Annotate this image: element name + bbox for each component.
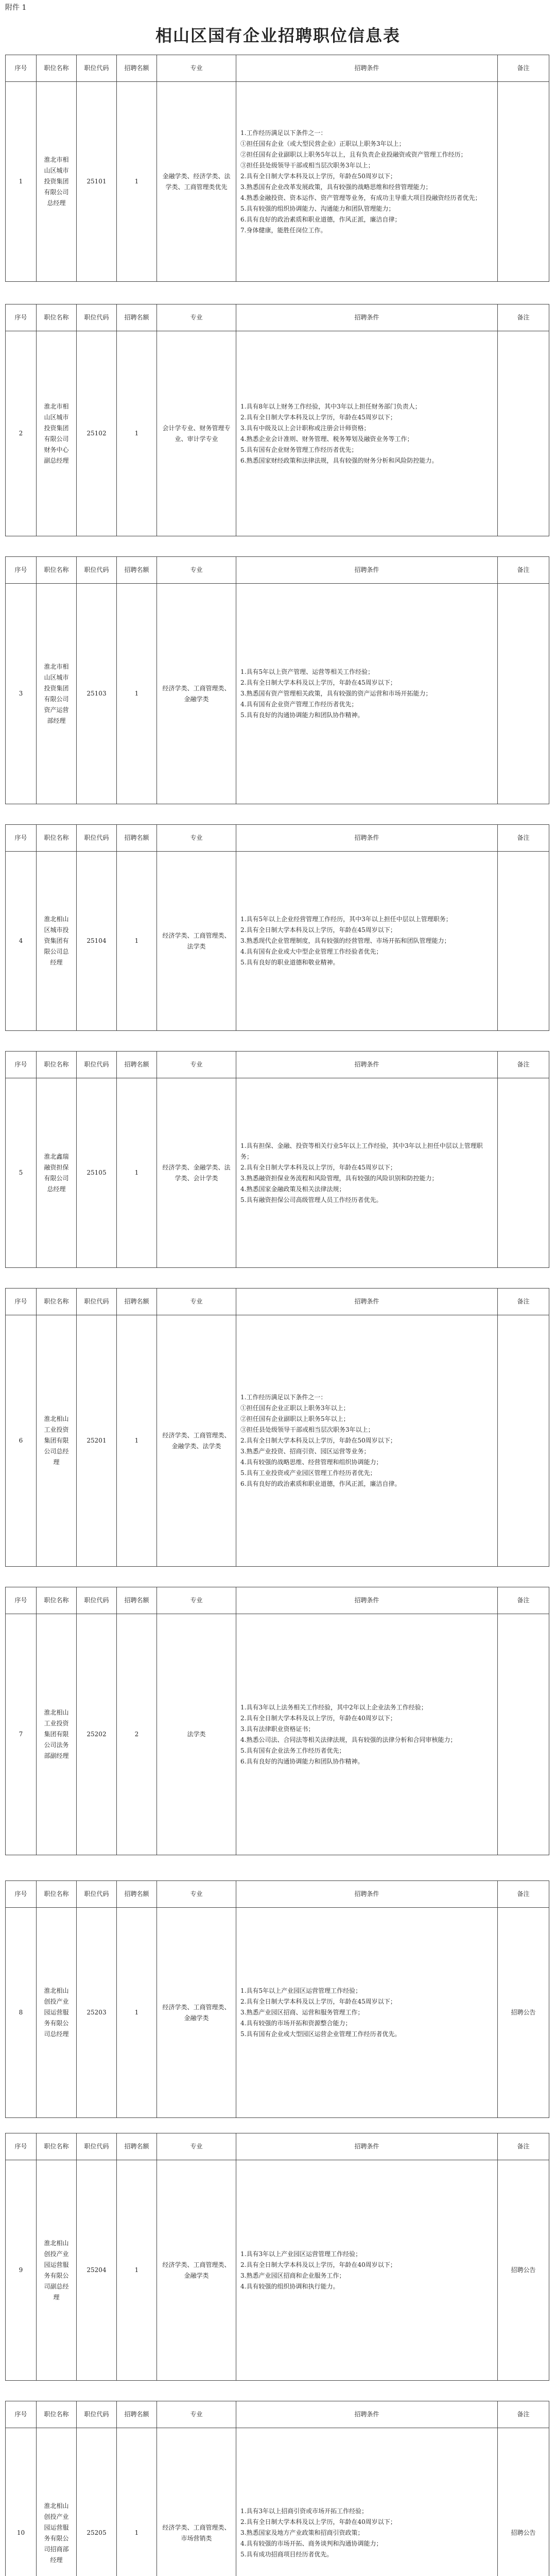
header-req: 招聘条件	[236, 557, 498, 584]
requirement-line: 5.具有国有企业或大型园区运营企业管理工作经历者优先。	[240, 2030, 401, 2038]
table-row	[6, 82, 549, 282]
cell-major: 经济学类、工商管理类、金融学类、法学类	[157, 1315, 236, 1567]
requirement-line: 5.具有国有企业财务管理工作经历者优先；	[240, 446, 358, 453]
requirement-line: 3.熟悉国有资产管理相关政策，具有较强的资产运营和市场开拓能力；	[240, 690, 432, 697]
requirement-line: 2.具有全日制大学本科及以上学历，年龄在50周岁以下；	[240, 1437, 396, 1444]
header-seq: 序号	[6, 1289, 37, 1315]
requirement-line: 3.熟悉现代企业管理制度，具有较强的经营管理、市场开拓和团队管理能力；	[240, 937, 450, 944]
requirement-line: 2.具有全日制大学本科及以上学历，年龄在50周岁以下；	[240, 172, 396, 180]
header-code: 职位代码	[77, 55, 117, 82]
job-table	[5, 2401, 549, 2576]
header-count: 招聘名额	[117, 2401, 157, 2428]
header-code: 职位代码	[77, 1881, 117, 1908]
header-seq: 序号	[6, 1052, 37, 1078]
requirement-line: 2.具有全日制大学本科及以上学历，年龄在45周岁以下；	[240, 926, 396, 934]
cell-count: 1	[117, 1908, 157, 2118]
cell-major: 经济学类、工商管理类、金融学类	[157, 584, 236, 804]
job-table	[5, 1051, 549, 1268]
header-note: 备注	[498, 304, 549, 331]
requirement-line: 2.具有全日制大学本科及以上学历，年龄在45周岁以下；	[240, 413, 396, 421]
cell-major: 经济学类、工商管理类、金融学类	[157, 1908, 236, 2118]
header-name: 职位名称	[37, 55, 77, 82]
cell-major: 经济学类、工商管理类、市场营销类	[157, 2428, 236, 2576]
header-count: 招聘名额	[117, 1289, 157, 1315]
table-row	[6, 584, 549, 804]
cell-requirements	[236, 852, 498, 1031]
cell-name: 淮北相山创投产业园运营服务有限公司副总经理	[37, 2160, 77, 2381]
header-major: 专业	[157, 2401, 236, 2428]
requirement-line: 1.具有3年以上招商引资或市场开拓工作经验；	[240, 2507, 368, 2515]
header-major: 专业	[157, 304, 236, 331]
requirement-line: ①担任国有企业（或大型民营企业）正职以上职务3年以上；	[240, 140, 405, 147]
header-name: 职位名称	[37, 1587, 77, 1614]
table-row	[6, 1614, 549, 1855]
cell-count: 2	[117, 1614, 157, 1855]
requirement-line: 4.具有较强的市场开拓、商务谈判和沟通协调能力；	[240, 2540, 383, 2547]
cell-note: 招聘公告	[498, 2428, 549, 2576]
header-seq: 序号	[6, 304, 37, 331]
table-header-row	[6, 557, 549, 584]
header-note: 备注	[498, 1289, 549, 1315]
header-seq: 序号	[6, 557, 37, 584]
cell-count: 1	[117, 82, 157, 282]
cell-note: 招聘公告	[498, 2160, 549, 2381]
header-count: 招聘名额	[117, 55, 157, 82]
requirement-line: 3.具有中级及以上会计职称或注册会计师资格；	[240, 424, 370, 432]
job-table	[5, 1288, 549, 1567]
cell-note	[498, 1078, 549, 1268]
requirement-line: ①担任国有企业正职以上职务3年以上；	[240, 1404, 350, 1412]
header-note: 备注	[498, 557, 549, 584]
job-table	[5, 1587, 549, 1855]
header-code: 职位代码	[77, 2133, 117, 2160]
requirement-line: 2.具有全日制大学本科及以上学历，年龄在40周岁以下；	[240, 2518, 396, 2526]
cell-seq: 4	[6, 852, 37, 1031]
table-header-row	[6, 55, 549, 82]
cell-code: 25204	[77, 2160, 117, 2381]
table-header-row	[6, 2401, 549, 2428]
cell-name: 淮北市相山区城市投资集团有限公司总经理	[37, 82, 77, 282]
requirement-line: 4.熟悉公司法、合同法等相关法律法规，具有较强的法律分析和合同审核能力；	[240, 1736, 457, 1743]
requirement-line: 4.具有国有企业资产管理工作经历者优先；	[240, 701, 358, 708]
header-code: 职位代码	[77, 304, 117, 331]
requirement-line: ③担任县处级领导干部或相当层次职务3年以上；	[240, 161, 374, 169]
header-major: 专业	[157, 1881, 236, 1908]
page-title: 相山区国有企业招聘职位信息表	[155, 26, 401, 45]
cell-code: 25101	[77, 82, 117, 282]
requirement-line: 5.具有工业投资或产业园区管理工作经历者优先；	[240, 1469, 376, 1477]
table-row	[6, 852, 549, 1031]
header-name: 职位名称	[37, 557, 77, 584]
requirement-line: 4.具有较强的市场开拓和资源整合能力；	[240, 2020, 352, 2027]
header-seq: 序号	[6, 1881, 37, 1908]
cell-seq: 10	[6, 2428, 37, 2576]
cell-requirements	[236, 1908, 498, 2118]
requirement-line: ③担任县处级领导干部或相当层次职务3年以上；	[240, 1426, 374, 1433]
cell-count: 1	[117, 584, 157, 804]
header-count: 招聘名额	[117, 304, 157, 331]
header-count: 招聘名额	[117, 1881, 157, 1908]
table-header-row	[6, 825, 549, 852]
requirement-line: 3.熟悉产业投资、招商引资、园区运营等业务；	[240, 1448, 370, 1455]
requirement-line: 1.具有3年以上产业园区运营管理工作经验；	[240, 2250, 362, 2258]
cell-count: 1	[117, 331, 157, 536]
requirement-line: 1.具有3年以上法务相关工作经验，其中2年以上企业法务工作经验；	[240, 1703, 427, 1711]
header-name: 职位名称	[37, 1289, 77, 1315]
requirement-line: 5.具有较强的组织协调能力、沟通能力和团队管理能力；	[240, 205, 395, 212]
cell-name: 淮北市相山区城市投资集团有限公司资产运营部经理	[37, 584, 77, 804]
cell-requirements	[236, 2160, 498, 2381]
header-major: 专业	[157, 825, 236, 852]
requirement-line: 7.身体健康，能胜任岗位工作。	[240, 226, 327, 234]
cell-requirements	[236, 1078, 498, 1268]
cell-code: 25104	[77, 852, 117, 1031]
cell-major: 法学类	[157, 1614, 236, 1855]
job-table	[5, 556, 549, 804]
header-count: 招聘名额	[117, 557, 157, 584]
header-req: 招聘条件	[236, 304, 498, 331]
cell-major: 经济学类、金融学类、法学类、会计学类	[157, 1078, 236, 1268]
cell-count: 1	[117, 852, 157, 1031]
requirement-line: 6.熟悉国家财经政策和法律法规，具有较强的财务分析和风险防控能力。	[240, 456, 438, 464]
cell-code: 25102	[77, 331, 117, 536]
cell-name: 淮北相山工业投资集团有限公司法务部副经理	[37, 1614, 77, 1855]
cell-code: 25103	[77, 584, 117, 804]
cell-seq: 3	[6, 584, 37, 804]
requirement-line: 4.具有较强的战略思维、经营管理和组织协调能力；	[240, 1459, 383, 1466]
header-note: 备注	[498, 2401, 549, 2428]
requirement-line: 3.熟悉融资担保业务流程和风险管理，具有较强的风险识别和防控能力；	[240, 1174, 438, 1182]
header-code: 职位代码	[77, 2401, 117, 2428]
requirement-line: 3.具有法律职业资格证书；	[240, 1725, 315, 1733]
header-count: 招聘名额	[117, 1052, 157, 1078]
job-table	[5, 2133, 549, 2381]
cell-code: 25105	[77, 1078, 117, 1268]
cell-name: 淮北市相山区城市投资集团有限公司财务中心副总经理	[37, 331, 77, 536]
cell-name: 淮北相山创投产业园运营服务有限公司招商部经理	[37, 2428, 77, 2576]
requirement-line: 6.具有良好的沟通协调能力和团队协作精神。	[240, 1757, 364, 1765]
header-name: 职位名称	[37, 1881, 77, 1908]
header-seq: 序号	[6, 55, 37, 82]
header-note: 备注	[498, 55, 549, 82]
header-major: 专业	[157, 557, 236, 584]
annex-label: 附件 1	[5, 4, 27, 12]
header-count: 招聘名额	[117, 825, 157, 852]
cell-major: 经济学类、工商管理类、法学类	[157, 852, 236, 1031]
header-name: 职位名称	[37, 2133, 77, 2160]
header-code: 职位代码	[77, 557, 117, 584]
cell-note	[498, 82, 549, 282]
header-req: 招聘条件	[236, 1881, 498, 1908]
requirement-line: 5.具有融资担保公司高级管理人员工作经历者优先。	[240, 1196, 383, 1204]
cell-name: 淮北相山区城市投资集团有限公司总经理	[37, 852, 77, 1031]
header-name: 职位名称	[37, 304, 77, 331]
table-header-row	[6, 1587, 549, 1614]
table-row	[6, 1315, 549, 1567]
requirement-line: 1.工作经历满足以下条件之一：	[240, 129, 327, 137]
requirement-line: 5.具有成功招商项目经历者优先。	[240, 2551, 333, 2558]
header-seq: 序号	[6, 825, 37, 852]
header-req: 招聘条件	[236, 2401, 498, 2428]
requirement-line: 2.具有全日制大学本科及以上学历，年龄在40周岁以下；	[240, 1714, 396, 1722]
cell-major: 经济学类、工商管理类、金融学类	[157, 2160, 236, 2381]
header-major: 专业	[157, 1587, 236, 1614]
table-header-row	[6, 304, 549, 331]
table-header-row	[6, 1052, 549, 1078]
requirement-line: 3.熟悉国有企业改革发展政策，具有较强的战略思维和经营管理能力；	[240, 183, 432, 191]
header-code: 职位代码	[77, 1587, 117, 1614]
header-major: 专业	[157, 2133, 236, 2160]
header-note: 备注	[498, 1052, 549, 1078]
header-note: 备注	[498, 1881, 549, 1908]
cell-requirements	[236, 2428, 498, 2576]
cell-requirements	[236, 82, 498, 282]
requirement-line: 1.具有5年以上产业园区运营管理工作经验；	[240, 1987, 362, 1994]
header-req: 招聘条件	[236, 1052, 498, 1078]
cell-code: 25205	[77, 2428, 117, 2576]
cell-note	[498, 1614, 549, 1855]
header-req: 招聘条件	[236, 55, 498, 82]
cell-count: 1	[117, 1078, 157, 1268]
cell-seq: 1	[6, 82, 37, 282]
cell-count: 1	[117, 1315, 157, 1567]
requirement-line: ②担任国有企业副职以上职务5年以上，且有负责企业投融资或资产管理工作经历；	[240, 150, 467, 158]
job-table	[5, 824, 549, 1031]
cell-seq: 8	[6, 1908, 37, 2118]
requirement-line: 6.具有良好的政治素质和职业道德，作风正派，廉洁自律。	[240, 1480, 401, 1487]
cell-seq: 9	[6, 2160, 37, 2381]
requirement-line: 3.熟悉产业园区招商、运营和服务管理工作；	[240, 2009, 364, 2016]
header-name: 职位名称	[37, 825, 77, 852]
requirement-line: 2.具有全日制大学本科及以上学历，年龄在40周岁以下；	[240, 2261, 396, 2268]
requirement-line: 2.具有全日制大学本科及以上学历，年龄在45周岁以下；	[240, 1998, 396, 2005]
header-code: 职位代码	[77, 1289, 117, 1315]
cell-requirements	[236, 1315, 498, 1567]
requirement-line: 2.具有全日制大学本科及以上学历，年龄在45周岁以下；	[240, 679, 396, 686]
job-table	[5, 304, 549, 536]
cell-code: 25201	[77, 1315, 117, 1567]
requirement-line: 5.具有良好的沟通协调能力和团队协作精神。	[240, 711, 364, 719]
table-header-row	[6, 1289, 549, 1315]
cell-requirements	[236, 1614, 498, 1855]
header-seq: 序号	[6, 1587, 37, 1614]
table-header-row	[6, 1881, 549, 1908]
requirement-line: 5.具有良好的职业道德和敬业精神。	[240, 959, 339, 966]
header-req: 招聘条件	[236, 1289, 498, 1315]
cell-code: 25202	[77, 1614, 117, 1855]
table-row	[6, 1078, 549, 1268]
requirement-line: 5.具有国有企业法务工作经历者优先；	[240, 1747, 345, 1754]
header-major: 专业	[157, 1289, 236, 1315]
header-req: 招聘条件	[236, 1587, 498, 1614]
requirement-line: 1.具有5年以上企业经营管理工作经历，其中3年以上担任中层以上管理职务；	[240, 916, 452, 923]
header-seq: 序号	[6, 2133, 37, 2160]
job-table	[5, 1880, 549, 2118]
requirement-line: 3.熟悉国家及地方产业政策和招商引资政策；	[240, 2529, 364, 2536]
requirement-line: 4.熟悉国家金融政策及相关法律法规；	[240, 1185, 345, 1193]
requirement-line: 2.具有全日制大学本科及以上学历，年龄在45周岁以下；	[240, 1163, 396, 1171]
requirement-line: 4.熟悉金融投资、资本运作、资产管理等业务，有成功主导重大项目投融资经历者优先；	[240, 194, 481, 201]
requirement-line: 4.具有国有企业或大中型企业管理工作经验者优先；	[240, 948, 383, 955]
requirement-line: 4.熟悉企业会计准则、财务管理、税务筹划及融资业务等工作；	[240, 435, 413, 443]
requirement-line: 4.具有较强的组织协调和执行能力。	[240, 2282, 339, 2290]
requirement-line: 3.熟悉产业园区招商和企业服务工作；	[240, 2272, 345, 2279]
header-req: 招聘条件	[236, 825, 498, 852]
cell-major: 会计学专业、财务管理专业、审计学专业	[157, 331, 236, 536]
cell-major: 金融学类、经济学类、法学类、工商管理类优先	[157, 82, 236, 282]
header-count: 招聘名额	[117, 2133, 157, 2160]
cell-note: 招聘公告	[498, 1908, 549, 2118]
cell-seq: 2	[6, 331, 37, 536]
header-major: 专业	[157, 1052, 236, 1078]
cell-count: 1	[117, 2160, 157, 2381]
header-name: 职位名称	[37, 1052, 77, 1078]
header-note: 备注	[498, 825, 549, 852]
requirement-line: 1.具有5年以上资产管理、运营等相关工作经验；	[240, 668, 374, 675]
header-req: 招聘条件	[236, 2133, 498, 2160]
requirement-line: 1.工作经历满足以下条件之一：	[240, 1394, 327, 1401]
table-row	[6, 331, 549, 536]
requirement-line: 1.具有担保、金融、投资等相关行业5年以上工作经验，其中3年以上担任中层以上管理职务；	[240, 1142, 483, 1160]
header-note: 备注	[498, 2133, 549, 2160]
requirement-line: 1.具有8年以上财务工作经验，其中3年以上担任财务部门负责人；	[240, 402, 421, 410]
requirement-line: ②担任国有企业副职以上职务5年以上；	[240, 1415, 350, 1422]
cell-name: 淮北相山创投产业园运营服务有限公司总经理	[37, 1908, 77, 2118]
job-table	[5, 55, 549, 282]
cell-requirements	[236, 331, 498, 536]
cell-note	[498, 852, 549, 1031]
header-major: 专业	[157, 55, 236, 82]
header-code: 职位代码	[77, 825, 117, 852]
requirement-line: 6.具有良好的政治素质和职业道德，作风正派，廉洁自律；	[240, 215, 401, 223]
cell-note	[498, 584, 549, 804]
header-name: 职位名称	[37, 2401, 77, 2428]
table-row	[6, 2160, 549, 2381]
header-count: 招聘名额	[117, 1587, 157, 1614]
table-header-row	[6, 2133, 549, 2160]
table-row	[6, 2428, 549, 2576]
cell-requirements	[236, 584, 498, 804]
cell-seq: 7	[6, 1614, 37, 1855]
cell-count: 1	[117, 2428, 157, 2576]
cell-name: 淮北鑫瑞融资担保有限公司总经理	[37, 1078, 77, 1268]
cell-seq: 6	[6, 1315, 37, 1567]
header-code: 职位代码	[77, 1052, 117, 1078]
cell-note	[498, 1315, 549, 1567]
table-row	[6, 1908, 549, 2118]
header-seq: 序号	[6, 2401, 37, 2428]
cell-code: 25203	[77, 1908, 117, 2118]
cell-name: 淮北相山工业投资集团有限公司总经理	[37, 1315, 77, 1567]
cell-seq: 5	[6, 1078, 37, 1268]
header-note: 备注	[498, 1587, 549, 1614]
cell-note	[498, 331, 549, 536]
